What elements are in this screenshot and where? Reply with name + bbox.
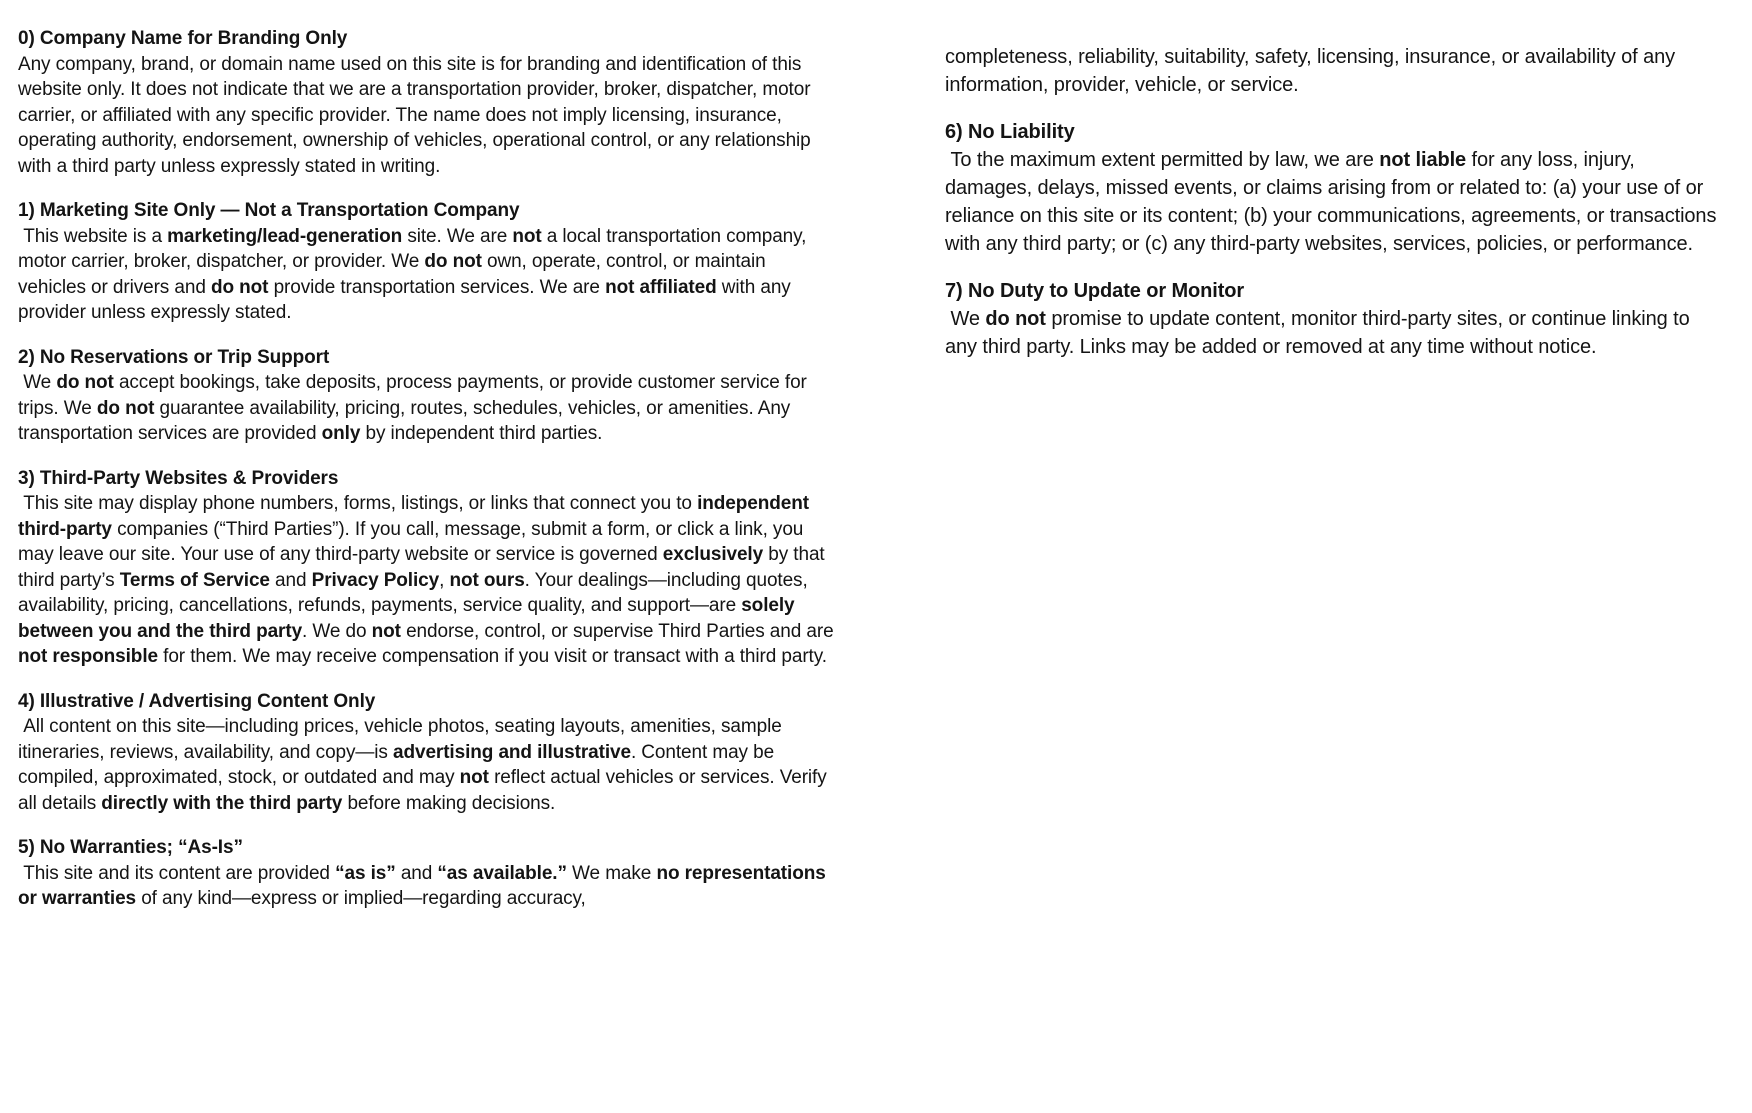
emphasized-text: only	[321, 423, 361, 444]
section-heading: 6) No Liability	[945, 121, 1075, 143]
body-text: To the maximum extent permitted by law, we are	[945, 149, 1380, 171]
disclaimer-section	[18, 198, 838, 326]
emphasized-text: exclusively	[662, 544, 764, 565]
emphasized-text: not affiliated	[605, 276, 717, 298]
body-text: with any provider unless expressly stated.	[18, 276, 796, 323]
body-text: and	[395, 862, 438, 884]
body-text: own, operate, control, or maintain vehicles or drivers and	[18, 251, 771, 298]
disclaimer-section	[945, 43, 1723, 99]
body-text: We	[18, 372, 57, 393]
section-heading: 5) No Warranties; “As-Is”	[18, 837, 243, 858]
emphasized-text: not	[459, 767, 489, 788]
emphasized-text: not	[371, 620, 401, 642]
emphasized-text: do not	[424, 251, 482, 272]
body-text: . We do	[302, 620, 372, 642]
section-heading: 7) No Duty to Update or Monitor	[945, 280, 1245, 302]
body-text: promise to update content, monitor third-party sites, or continue linking to any third party. Links may be added or removed at any time without notice.	[945, 308, 1696, 358]
emphasized-text: directly with the third party	[101, 792, 343, 814]
right-column	[945, 43, 1723, 361]
body-text: for them. We may receive compensation if you visit or transact with a third party.	[157, 646, 827, 667]
section-heading: 2) No Reservations or Trip Support	[18, 346, 330, 368]
body-text: We	[945, 308, 986, 330]
body-text: ,	[439, 569, 450, 591]
emphasized-text: “as is”	[335, 862, 396, 884]
disclaimer-section	[18, 345, 838, 447]
emphasized-text: not liable	[1379, 149, 1467, 171]
body-text: This site may display phone numbers, forms, listings, or links that connect you to	[18, 493, 698, 514]
body-text: for any loss, injury, damages, delays, missed events, or claims arising from or related to: (a) your use of or reliance on this site or its content; (b) your communications, agreements, or transactions with any third party; or (c) any third-party websites, services, policies, or performance.	[945, 149, 1722, 255]
body-text: . Content may be compiled, approximated, stock, or outdated and may	[18, 741, 780, 788]
left-column	[18, 26, 838, 912]
body-text: site. We are	[402, 225, 513, 247]
disclaimer-section	[18, 26, 838, 179]
body-text: endorse, control, or supervise Third Parties and are	[400, 620, 839, 642]
disclaimer-section	[18, 466, 838, 670]
emphasized-text: do not	[985, 308, 1046, 330]
body-text: reflect actual vehicles or services. Verify all details	[18, 767, 832, 814]
body-text: by that third party’s	[18, 544, 830, 591]
body-text: This website is a	[18, 225, 168, 247]
body-text: before making decisions.	[342, 792, 556, 814]
disclaimer-section	[18, 689, 838, 817]
body-text: by independent third parties.	[360, 423, 603, 444]
emphasized-text: Terms of Service	[119, 569, 270, 591]
body-text: This site and its content are provided	[18, 862, 336, 884]
emphasized-text: advertising and illustrative	[393, 741, 631, 763]
emphasized-text: independent third-party	[18, 493, 815, 540]
emphasized-text: do not	[210, 276, 269, 298]
emphasized-text: marketing/lead-generation	[167, 225, 403, 247]
body-text: . Your dealings—including quotes, availability, pricing, cancellations, refunds, payments, service quality, and support—are	[18, 569, 813, 616]
disclaimer-section	[18, 835, 838, 912]
body-text: provide transportation services. We are	[268, 276, 606, 298]
emphasized-text: “as available.”	[437, 862, 567, 884]
emphasized-text: solely between you and the third party	[18, 595, 800, 642]
emphasized-text: not responsible	[18, 646, 158, 667]
body-text: All content on this site—including prices, vehicle photos, seating layouts, amenities, sample itineraries, reviews, availability, and copy—is	[18, 716, 787, 763]
emphasized-text: Privacy Policy	[311, 569, 440, 591]
emphasized-text: not ours	[449, 569, 525, 591]
body-text: a local transportation company, motor carrier, broker, dispatcher, or provider. We	[18, 225, 812, 272]
body-text: companies (“Third Parties”). If you call, message, submit a form, or click a link, you may leave our site. Your use of any third-party website or service is governed	[18, 518, 809, 565]
section-heading: 4) Illustrative / Advertising Content Only	[18, 690, 376, 712]
body-text: completeness, reliability, suitability, safety, licensing, insurance, or availability of any information, provider, vehicle, or service.	[945, 46, 1681, 96]
body-text: guarantee availability, pricing, routes, schedules, vehicles, or amenities. Any transportation services are provided	[18, 397, 796, 444]
emphasized-text: do not	[96, 397, 155, 419]
section-heading: 0) Company Name for Branding Only	[18, 28, 348, 49]
body-text: of any kind—express or implied—regarding accuracy,	[136, 888, 586, 909]
emphasized-text: no representations or warranties	[18, 862, 831, 909]
section-heading: 3) Third-Party Websites & Providers	[18, 467, 339, 489]
emphasized-text: not	[512, 225, 542, 247]
body-text: and	[269, 569, 312, 591]
body-text: We make	[566, 862, 657, 884]
body-text: Any company, brand, or domain name used on this site is for branding and identification of this website only. It does not indicate that we are a transportation provider, broker, dispatcher, motor carrier, or affiliated with any specific provider. The name does not imply licensing, insurance, operating authority, endorsement, ownership of vehicles, operational control, or any relationship with a third party unless expressly stated in writing.	[18, 53, 816, 177]
emphasized-text: do not	[56, 372, 114, 393]
section-heading: 1) Marketing Site Only — Not a Transportation Company	[18, 200, 520, 221]
body-text: accept bookings, take deposits, process payments, or provide customer service for trips. We	[18, 372, 812, 419]
disclaimer-section	[945, 277, 1723, 361]
disclaimer-section	[945, 118, 1723, 258]
